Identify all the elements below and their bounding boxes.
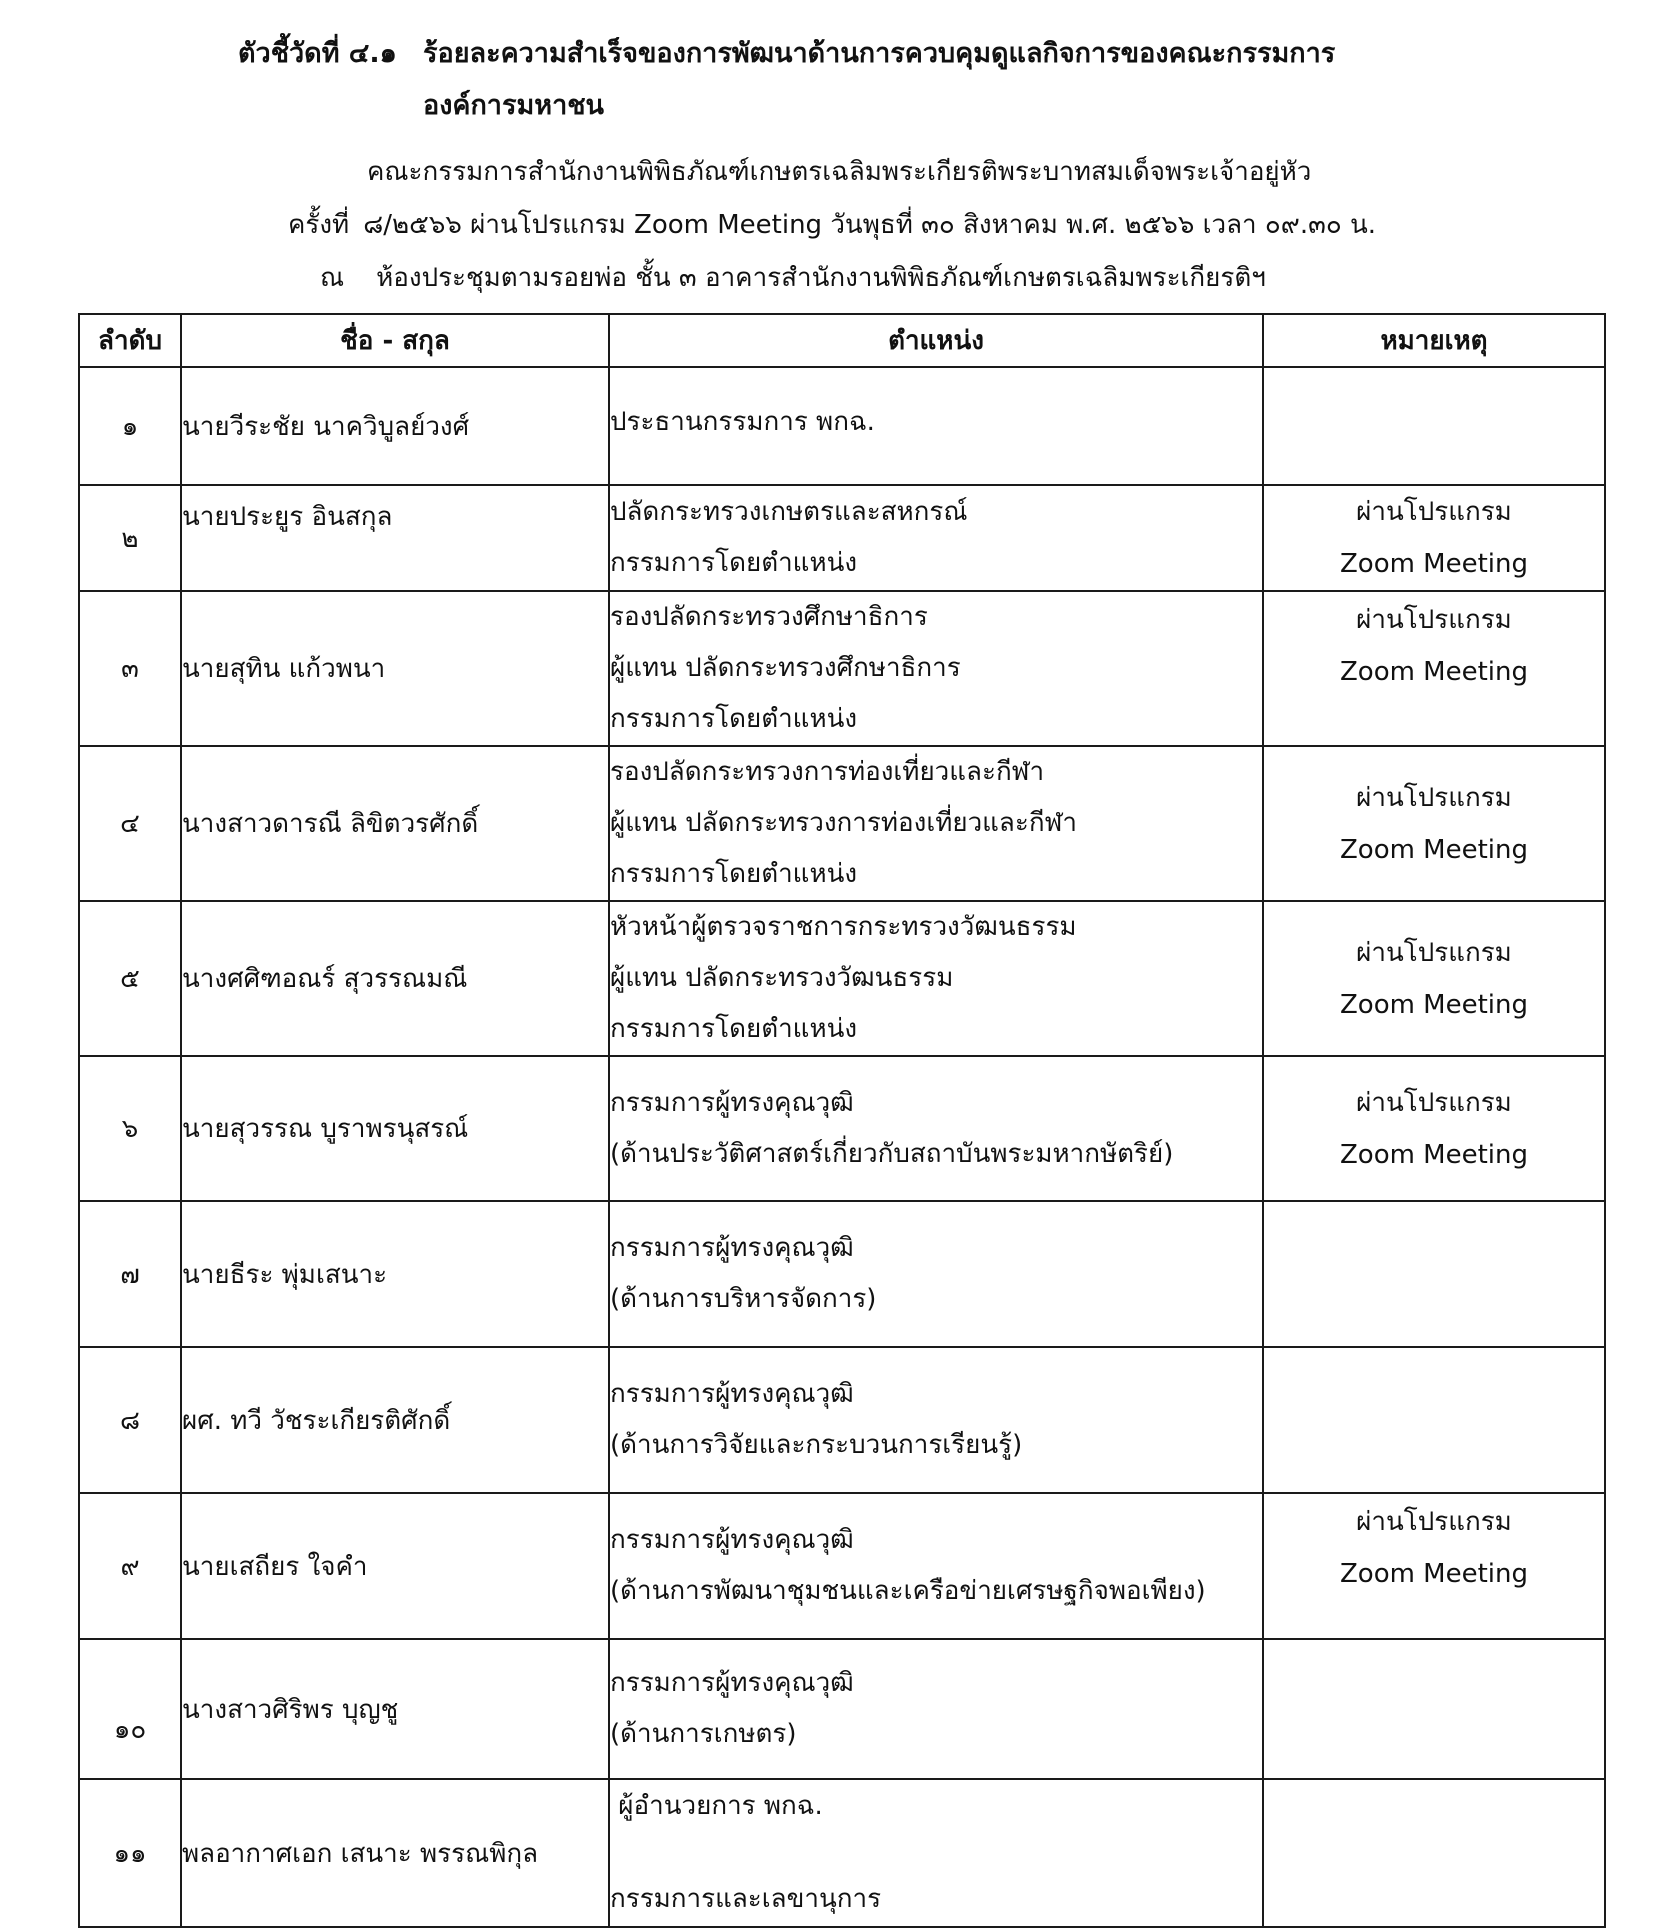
row-name: นายสุทิน แก้วพนา xyxy=(181,591,609,746)
row-position xyxy=(609,1779,1263,1927)
row-no: ๒ xyxy=(79,485,181,591)
row-name: นางศศิฑอณร์ สุวรรณมณี xyxy=(181,901,609,1056)
row-position xyxy=(609,367,1263,485)
row-no: ๕ xyxy=(79,901,181,1056)
position-line: (ด้านการพัฒนาชุมชนและเครือข่ายเศรษฐกิจพอเพียง) xyxy=(610,1576,1206,1606)
note-line: ผ่านโปรแกรม xyxy=(1356,497,1512,527)
position-line: ผู้แทน ปลัดกระทรวงวัฒนธรรม xyxy=(610,963,954,993)
position-line: กรรมการโดยตำแหน่ง xyxy=(610,704,858,734)
table-row xyxy=(79,1779,1605,1927)
row-no: ๑๑ xyxy=(79,1779,181,1927)
row-note xyxy=(1263,1056,1605,1201)
note-line: Zoom Meeting xyxy=(1339,657,1529,687)
row-no: ๑ xyxy=(79,367,181,485)
table-row xyxy=(79,1639,1605,1779)
row-name: ผศ. ทวี วัชระเกียรติศักดิ์ xyxy=(181,1347,609,1493)
table-row xyxy=(79,901,1605,1056)
row-name: พลอากาศเอก เสนาะ พรรณพิกุล xyxy=(181,1779,609,1927)
meeting-location-label: ณ xyxy=(320,263,345,293)
table-row xyxy=(79,1347,1605,1493)
row-position xyxy=(609,1056,1263,1201)
position-line: กรรมการผู้ทรงคุณวุฒิ xyxy=(610,1379,854,1409)
note-line: ผ่านโปรแกรม xyxy=(1356,937,1512,968)
row-name: นางสาวดารณี ลิขิตวรศักดิ์ xyxy=(181,746,609,901)
table-header-row xyxy=(79,314,1605,367)
note-line: Zoom Meeting xyxy=(1339,549,1529,579)
note-line: Zoom Meeting xyxy=(1339,1139,1529,1170)
position-line: ประธานกรรมการ พกฉ. xyxy=(610,406,875,437)
table-row xyxy=(79,746,1605,901)
position-line: กรรมการโดยตำแหน่ง xyxy=(610,859,858,889)
meeting-location-text: ห้องประชุมตามรอยพ่อ ชั้น ๓ อาคารสำนักงานพิพิธภัณฑ์เกษตรเฉลิมพระเกียรติฯ xyxy=(376,263,1266,293)
note-line: ผ่านโปรแกรม xyxy=(1356,605,1512,635)
header-position: ตำแหน่ง xyxy=(609,314,1263,367)
meeting-session-text: ๘/๒๕๖๖ ผ่านโปรแกรม Zoom Meeting วันพุธที่ ๓๐ สิงหาคม พ.ศ. ๒๕๖๖ เวลา ๐๙.๓๐ น. xyxy=(363,210,1377,240)
position-line: ผู้อำนวยการ พกฉ. xyxy=(610,1791,823,1821)
meeting-location xyxy=(320,256,1266,300)
row-note xyxy=(1263,1639,1605,1779)
row-name: นายเสถียร ใจคำ xyxy=(181,1493,609,1639)
table-row xyxy=(79,591,1605,746)
meeting-session xyxy=(288,203,1376,247)
row-position xyxy=(609,485,1263,591)
row-note xyxy=(1263,1347,1605,1493)
row-position xyxy=(609,1347,1263,1493)
row-no: ๙ xyxy=(79,1493,181,1639)
position-line: กรรมการผู้ทรงคุณวุฒิ xyxy=(610,1233,854,1263)
row-name: นายธีระ พุ่มเสนาะ xyxy=(181,1201,609,1347)
meeting-session-label: ครั้งที่ xyxy=(288,210,350,240)
indicator-title-line1: ร้อยละความสำเร็จของการพัฒนาด้านการควบคุมดูแลกิจการของคณะกรรมการ xyxy=(423,38,1336,69)
table-row xyxy=(79,485,1605,591)
position-line: (ด้านการบริหารจัดการ) xyxy=(610,1284,877,1314)
row-note xyxy=(1263,485,1605,591)
row-name: นายประยูร อินสกุล xyxy=(181,485,609,591)
position-line: (ด้านการเกษตร) xyxy=(610,1719,797,1749)
row-note xyxy=(1263,1201,1605,1347)
position-line: กรรมการผู้ทรงคุณวุฒิ xyxy=(610,1525,854,1555)
position-line: กรรมการและเลขานุการ xyxy=(610,1884,882,1914)
meeting-committee: คณะกรรมการสำนักงานพิพิธภัณฑ์เกษตรเฉลิมพระเกียรติพระบาทสมเด็จพระเจ้าอยู่หัว xyxy=(367,157,1312,187)
position-line: (ด้านการวิจัยและกระบวนการเรียนรู้) xyxy=(610,1430,1023,1460)
row-note xyxy=(1263,1493,1605,1639)
position-line xyxy=(610,1832,1262,1874)
row-name: นายวีระชัย นาควิบูลย์วงศ์ xyxy=(181,367,609,485)
row-name: นายสุวรรณ บูราพรนุสรณ์ xyxy=(181,1056,609,1201)
table-row xyxy=(79,1056,1605,1201)
row-note xyxy=(1263,901,1605,1056)
attendee-table xyxy=(78,313,1606,1928)
position-line: ผู้แทน ปลัดกระทรวงศึกษาธิการ xyxy=(610,653,961,683)
row-no: ๓ xyxy=(79,591,181,746)
row-name: นางสาวศิริพร บุญชู xyxy=(181,1639,609,1779)
table-row xyxy=(79,367,1605,485)
row-position xyxy=(609,1493,1263,1639)
position-line: กรรมการโดยตำแหน่ง xyxy=(610,1014,858,1044)
row-note xyxy=(1263,591,1605,746)
indicator-title-line2: องค์การมหาชน xyxy=(423,90,605,121)
table-row xyxy=(79,1201,1605,1347)
position-line: รองปลัดกระทรวงศึกษาธิการ xyxy=(610,602,928,632)
position-line: ปลัดกระทรวงเกษตรและสหกรณ์ xyxy=(610,497,968,527)
row-no: ๘ xyxy=(79,1347,181,1493)
note-line: ผ่านโปรแกรม xyxy=(1356,1507,1512,1537)
row-note xyxy=(1263,746,1605,901)
row-position xyxy=(609,901,1263,1056)
table-row xyxy=(79,1493,1605,1639)
position-line: (ด้านประวัติศาสตร์เกี่ยวกับสถาบันพระมหากษัตริย์) xyxy=(610,1138,1174,1169)
position-line: กรรมการผู้ทรงคุณวุฒิ xyxy=(610,1668,854,1698)
position-line: หัวหน้าผู้ตรวจราชการกระทรวงวัฒนธรรม xyxy=(610,912,1077,942)
note-line: Zoom Meeting xyxy=(1339,1559,1529,1589)
row-no: ๔ xyxy=(79,746,181,901)
row-position xyxy=(609,1639,1263,1779)
position-line: กรรมการโดยตำแหน่ง xyxy=(610,548,858,578)
row-note xyxy=(1263,1779,1605,1927)
header-no: ลำดับ xyxy=(79,314,181,367)
row-note xyxy=(1263,367,1605,485)
note-line: Zoom Meeting xyxy=(1339,834,1529,865)
header-note: หมายเหตุ xyxy=(1263,314,1605,367)
note-line: Zoom Meeting xyxy=(1339,989,1529,1020)
position-line: กรรมการผู้ทรงคุณวุฒิ xyxy=(610,1087,854,1118)
indicator-label: ตัวชี้วัดที่ ๔.๑ xyxy=(238,38,397,69)
position-line: รองปลัดกระทรวงการท่องเที่ยวและกีฬา xyxy=(610,757,1045,787)
row-position xyxy=(609,1201,1263,1347)
row-position xyxy=(609,591,1263,746)
indicator-heading xyxy=(238,32,1335,76)
row-no: ๗ xyxy=(79,1201,181,1347)
note-line: ผ่านโปรแกรม xyxy=(1356,1087,1512,1118)
row-no: ๖ xyxy=(79,1056,181,1201)
position-line: ผู้แทน ปลัดกระทรวงการท่องเที่ยวและกีฬา xyxy=(610,808,1077,838)
row-position xyxy=(609,746,1263,901)
note-line: ผ่านโปรแกรม xyxy=(1356,782,1512,813)
row-no: ๑๐ xyxy=(79,1639,181,1779)
header-name: ชื่อ - สกุล xyxy=(181,314,609,367)
